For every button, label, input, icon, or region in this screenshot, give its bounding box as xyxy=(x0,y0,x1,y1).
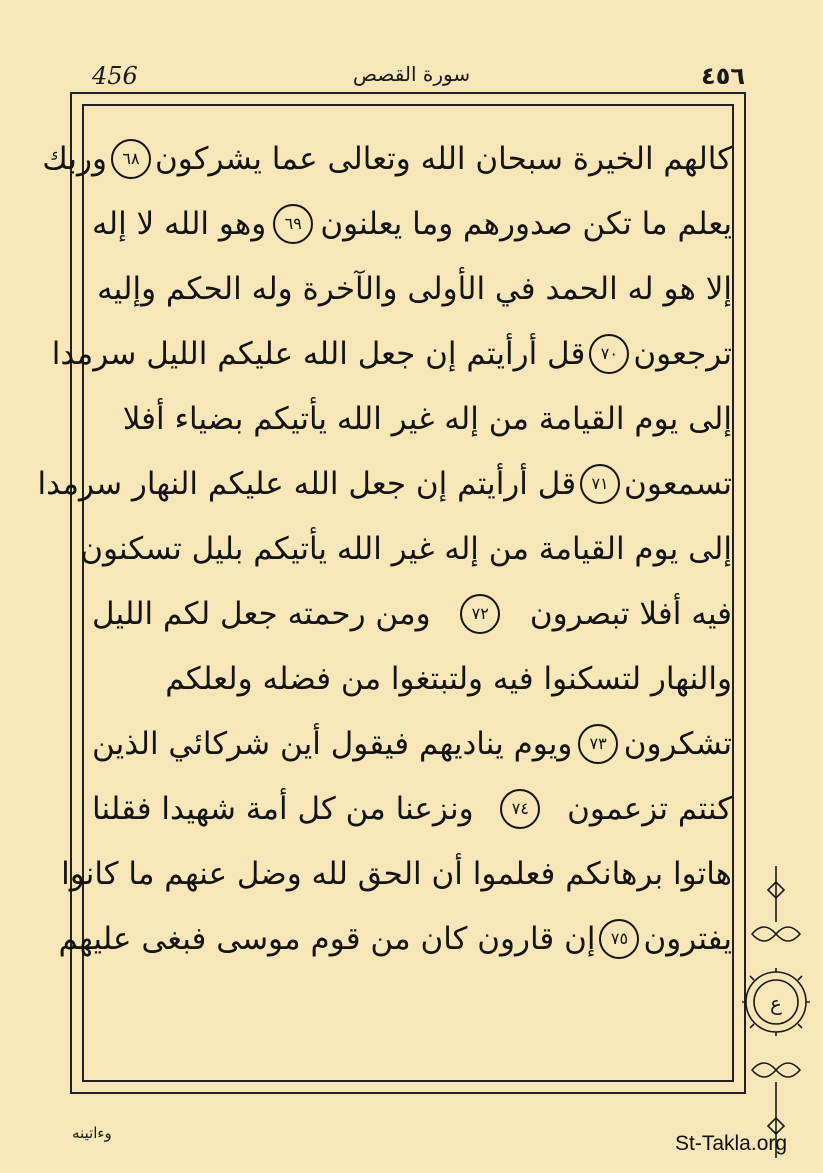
ornament-label: ع xyxy=(770,991,782,1015)
verse-line xyxy=(80,516,732,581)
line-text: تسمعون xyxy=(624,465,732,502)
page-number-latin: 456 xyxy=(92,62,138,90)
verse-text-area xyxy=(37,126,732,1056)
verse-line xyxy=(92,776,732,841)
ayah-marker: ٧٥ xyxy=(599,919,639,959)
line-text: إلى يوم القيامة من إله غير الله يأتيكم بليل تسكنون xyxy=(80,530,732,567)
verse-line xyxy=(92,386,732,451)
line-text: ومن رحمته جعل لكم الليل xyxy=(92,595,431,632)
verse-line xyxy=(92,581,732,646)
surah-title: سورة القصص xyxy=(352,62,471,86)
verse-line xyxy=(92,646,732,711)
line-text: إلا هو له الحمد في الأولى والآخرة وله الحكم وإليه xyxy=(97,270,732,307)
ayah-marker: ٧٤ xyxy=(500,789,540,829)
line-text: ونزعنا من كل أمة شهيدا فقلنا xyxy=(92,790,474,827)
line-text: تشكرون xyxy=(623,725,732,762)
verse-line xyxy=(42,126,732,191)
ayah-marker: ٦٩ xyxy=(273,204,313,244)
line-text: إلى يوم القيامة من إله غير الله يأتيكم بضياء أفلا xyxy=(122,400,732,437)
line-text: يعلم ما تكن صدورهم وما يعلنون xyxy=(320,205,732,242)
line-text: قل أرأيتم إن جعل الله عليكم النهار سرمدا xyxy=(37,465,577,502)
hizb-ornament-icon xyxy=(738,862,814,1162)
line-text: ترجعون xyxy=(633,335,732,372)
line-text: فيه أفلا تبصرون xyxy=(529,595,732,632)
verse-line xyxy=(92,711,732,776)
ayah-marker: ٧٣ xyxy=(578,724,618,764)
verse-line xyxy=(58,906,732,971)
line-text: إن قارون كان من قوم موسى فبغى عليهم xyxy=(58,920,596,957)
page-number-arabic: ٤٥٦ xyxy=(701,62,745,90)
line-text: والنهار لتسكنوا فيه ولتبتغوا من فضله ولعلكم xyxy=(165,660,732,697)
verse-line xyxy=(51,321,732,386)
verse-line xyxy=(92,191,732,256)
ayah-marker: ٦٨ xyxy=(111,139,151,179)
watermark: St-Takla.org xyxy=(675,1132,788,1155)
verse-line xyxy=(92,256,732,321)
ayah-marker: ٧١ xyxy=(580,464,620,504)
line-text: كنتم تزعمون xyxy=(567,790,732,827)
line-text: وهو الله لا إله xyxy=(92,205,267,242)
line-text: هاتوا برهانكم فعلموا أن الحق لله وضل عنهم ما كانوا xyxy=(61,855,732,892)
line-text: كالهم الخيرة سبحان الله وتعالى عما يشركون xyxy=(154,140,732,177)
verse-line xyxy=(37,451,732,516)
ayah-marker: ٧٠ xyxy=(589,334,629,374)
line-text: يفترون xyxy=(643,920,732,957)
line-text: ويوم يناديهم فيقول أين شركائي الذين xyxy=(92,725,573,762)
verse-line xyxy=(61,841,732,906)
line-text: قل أرأيتم إن جعل الله عليكم الليل سرمدا xyxy=(51,335,586,372)
ayah-marker: ٧٢ xyxy=(460,594,500,634)
line-text: وربك xyxy=(42,140,107,177)
catchword: وءاتينه xyxy=(72,1124,112,1142)
